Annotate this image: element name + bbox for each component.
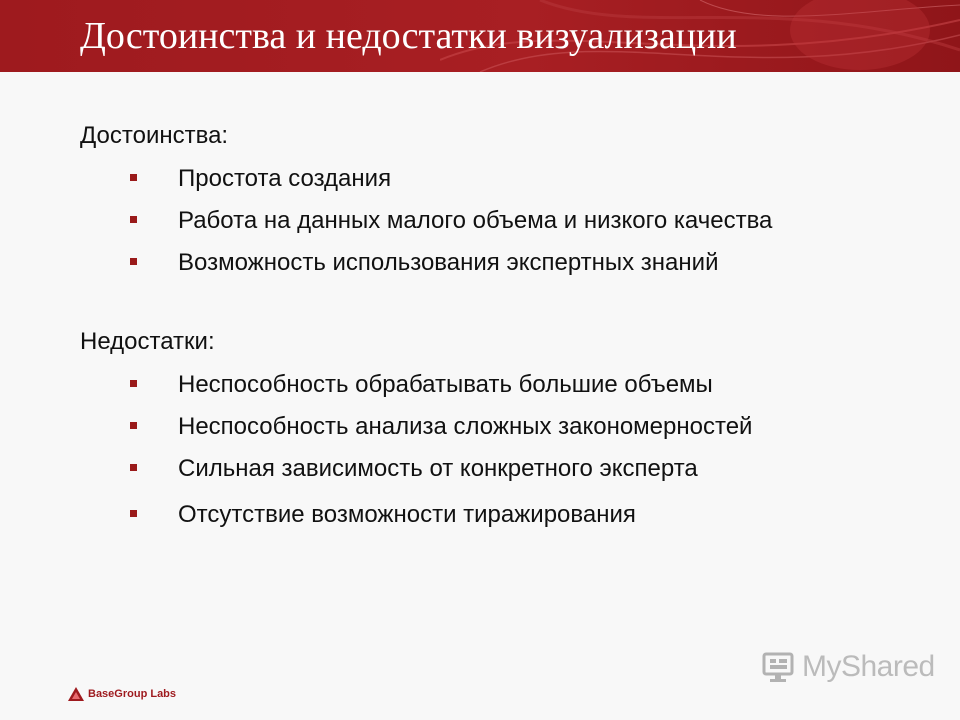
list-item <box>80 200 920 242</box>
section-spacer <box>80 284 920 324</box>
list-item-text: Отсутствие возможности тиражирования <box>178 501 636 528</box>
list-item <box>80 242 920 284</box>
myshared-watermark <box>762 650 935 684</box>
list-item-text: Неспособность анализа сложных закономерностей <box>178 413 753 440</box>
square-bullet-icon <box>130 174 137 181</box>
square-bullet-icon <box>130 216 137 223</box>
slide-content <box>80 118 920 536</box>
list-item-text: Возможность использования экспертных знаний <box>178 249 719 276</box>
list-item <box>80 406 920 448</box>
list-item-text: Работа на данных малого объема и низкого качества <box>178 207 773 234</box>
triangle-logo-icon <box>68 687 84 701</box>
list-item <box>80 448 920 490</box>
list-item-text: Сильная зависимость от конкретного эксперта <box>178 455 698 482</box>
header-banner <box>0 0 960 72</box>
square-bullet-icon <box>130 258 137 265</box>
advantages-list <box>80 158 920 284</box>
square-bullet-icon <box>130 510 137 517</box>
section-heading-advantages: Достоинства: <box>80 122 229 149</box>
monitor-icon <box>762 651 796 683</box>
watermark-text: MyShared <box>802 650 935 683</box>
disadvantages-list <box>80 364 920 536</box>
footer-logo-text: BaseGroup Labs <box>88 688 177 700</box>
basegroup-logo <box>68 687 176 701</box>
square-bullet-icon <box>130 380 137 387</box>
list-item <box>80 494 920 536</box>
list-item-text: Простота создания <box>178 165 392 192</box>
section-heading-disadvantages: Недостатки: <box>80 328 215 355</box>
square-bullet-icon <box>130 422 137 429</box>
slide-title: Достоинства и недостатки визуализации <box>80 15 737 57</box>
list-item <box>80 364 920 406</box>
list-item-text: Неспособность обрабатывать большие объемы <box>178 371 713 398</box>
list-item <box>80 158 920 200</box>
square-bullet-icon <box>130 464 137 471</box>
